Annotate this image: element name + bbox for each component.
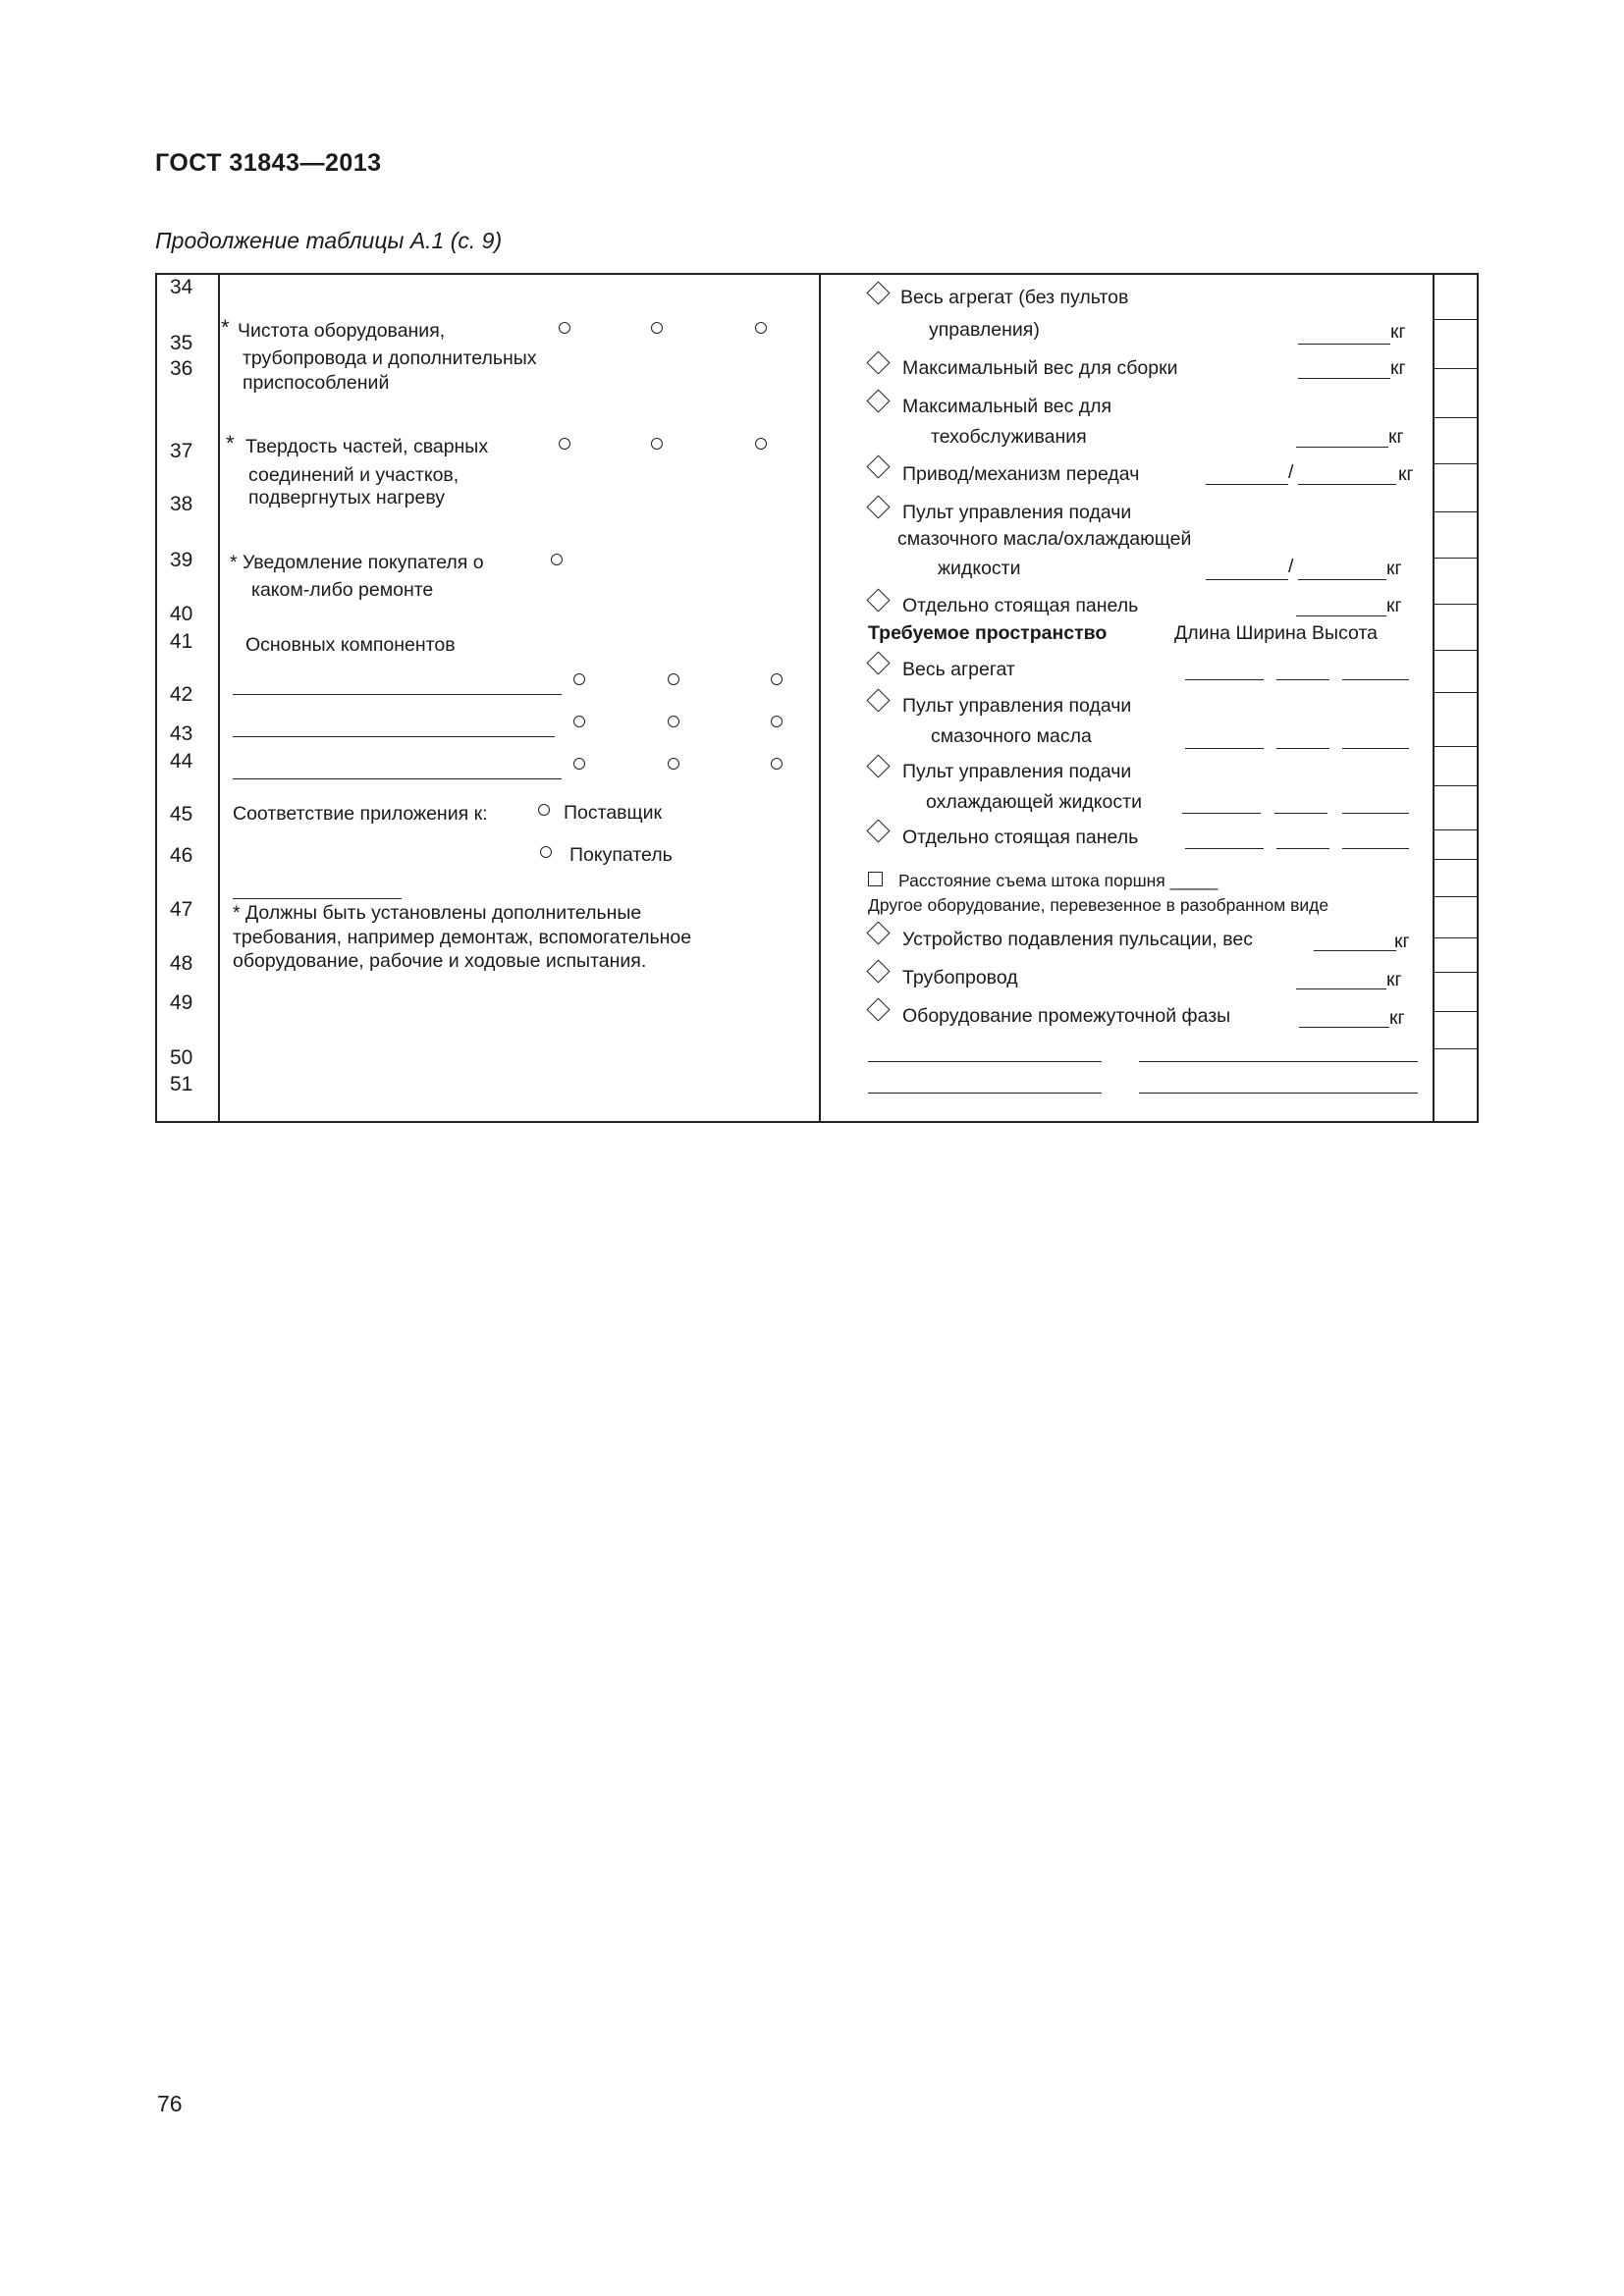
space-lube-height[interactable] bbox=[1342, 748, 1409, 749]
component-3-option-3[interactable] bbox=[771, 758, 783, 770]
space-panel-label: Отдельно стоящая панель bbox=[902, 827, 1139, 848]
right-row-line bbox=[1433, 511, 1479, 512]
row-number: 46 bbox=[170, 844, 193, 867]
component-3-option-2[interactable] bbox=[668, 758, 679, 770]
component-field-2[interactable] bbox=[233, 736, 555, 737]
total-unit-label: Весь агрегат (без пультов bbox=[900, 287, 1129, 308]
space-panel-width[interactable] bbox=[1276, 848, 1329, 849]
required-star: * bbox=[226, 431, 235, 455]
footnote-text: требования, например демонтаж, вспомогательное bbox=[233, 927, 692, 948]
cleanliness-label: Чистота оборудования, bbox=[238, 320, 446, 342]
unit-kg: кг bbox=[1398, 463, 1414, 485]
space-total-label: Весь агрегат bbox=[902, 659, 1015, 680]
row-number: 47 bbox=[170, 898, 193, 921]
total-unit-weight-field[interactable] bbox=[1298, 344, 1390, 345]
row-number: 34 bbox=[170, 276, 193, 298]
interstage-field[interactable] bbox=[1299, 1027, 1389, 1028]
drive-label: Привод/механизм передач bbox=[902, 463, 1140, 485]
cleanliness-option-1[interactable] bbox=[559, 322, 570, 334]
right-row-line bbox=[1433, 1011, 1479, 1012]
blank-field-50a[interactable] bbox=[868, 1061, 1102, 1062]
component-3-option-1[interactable] bbox=[573, 758, 585, 770]
hardness-option-2[interactable] bbox=[651, 438, 663, 450]
cleanliness-label: трубопровода и дополнительных bbox=[243, 347, 537, 369]
space-columns: Длина Ширина Высота bbox=[1174, 622, 1379, 644]
row-number: 35 bbox=[170, 332, 193, 354]
max-service-label: техобслуживания bbox=[931, 426, 1087, 448]
conformity-label: Соответствие приложения к: bbox=[233, 803, 488, 825]
blank-field-51a[interactable] bbox=[868, 1093, 1102, 1094]
row-number: 40 bbox=[170, 603, 193, 625]
right-row-line bbox=[1433, 785, 1479, 786]
total-unit-label: управления) bbox=[929, 319, 1040, 341]
max-assembly-field[interactable] bbox=[1298, 378, 1390, 379]
piping-field[interactable] bbox=[1296, 988, 1386, 989]
unit-kg: кг bbox=[1386, 969, 1402, 990]
unit-kg: кг bbox=[1390, 321, 1406, 343]
drive-field-1[interactable] bbox=[1206, 484, 1288, 485]
pulsation-field[interactable] bbox=[1314, 950, 1396, 951]
row-number: 39 bbox=[170, 549, 193, 571]
row-number: 36 bbox=[170, 357, 193, 380]
disassembled-label: Другое оборудование, перевезенное в разобранном виде bbox=[868, 895, 1329, 915]
column-divider-numbers bbox=[218, 273, 220, 1123]
component-2-option-2[interactable] bbox=[668, 716, 679, 727]
buyer-radio[interactable] bbox=[540, 846, 552, 858]
component-1-option-3[interactable] bbox=[771, 673, 783, 685]
hardness-label: соединений и участков, bbox=[248, 464, 460, 486]
notify-label: * Уведомление покупателя о bbox=[230, 552, 484, 573]
supplier-label: Поставщик bbox=[564, 802, 662, 824]
slash: / bbox=[1288, 556, 1294, 577]
max-service-label: Максимальный вес для bbox=[902, 396, 1112, 417]
space-lube-label: смазочного масла bbox=[931, 725, 1092, 747]
right-row-line bbox=[1433, 368, 1479, 369]
hardness-label: Твердость частей, сварных bbox=[245, 436, 489, 457]
unit-kg: кг bbox=[1390, 357, 1406, 379]
row-number: 37 bbox=[170, 440, 193, 462]
right-row-line bbox=[1433, 463, 1479, 464]
pulsation-label: Устройство подавления пульсации, вес bbox=[902, 929, 1253, 950]
max-assembly-label: Максимальный вес для сборки bbox=[902, 357, 1178, 379]
drive-field-2[interactable] bbox=[1298, 484, 1396, 485]
supplier-radio[interactable] bbox=[538, 804, 550, 816]
buyer-label: Покупатель bbox=[569, 844, 673, 866]
footnote-text: * Должны быть установлены дополнительные bbox=[233, 902, 642, 924]
notify-label: каком-либо ремонте bbox=[251, 579, 434, 601]
row-number: 48 bbox=[170, 952, 193, 975]
slash: / bbox=[1288, 461, 1294, 483]
row-number: 38 bbox=[170, 493, 193, 515]
right-row-line bbox=[1433, 746, 1479, 747]
component-1-option-1[interactable] bbox=[573, 673, 585, 685]
piston-rod-label: Расстояние съема штока поршня _____ bbox=[898, 871, 1218, 890]
right-row-line bbox=[1433, 829, 1479, 830]
space-lube-label: Пульт управления подачи bbox=[902, 695, 1132, 717]
table-caption: Продолжение таблицы А.1 (с. 9) bbox=[155, 228, 503, 253]
component-field-3[interactable] bbox=[233, 778, 562, 779]
lube-console-field-2[interactable] bbox=[1298, 579, 1386, 580]
lube-console-label: Пульт управления подачи bbox=[902, 502, 1132, 523]
row-number: 42 bbox=[170, 683, 193, 706]
right-row-line bbox=[1433, 972, 1479, 973]
row-number: 51 bbox=[170, 1073, 193, 1095]
row-number: 49 bbox=[170, 991, 193, 1014]
form-table bbox=[155, 273, 1479, 1123]
component-field-1[interactable] bbox=[233, 694, 562, 695]
blank-field-50b[interactable] bbox=[1139, 1061, 1418, 1062]
max-service-field[interactable] bbox=[1296, 447, 1388, 448]
space-coolant-label: охлаждающей жидкости bbox=[926, 791, 1142, 813]
space-lube-width[interactable] bbox=[1276, 748, 1329, 749]
unit-kg: кг bbox=[1389, 1007, 1405, 1029]
right-row-line bbox=[1433, 417, 1479, 418]
right-row-line bbox=[1433, 650, 1479, 651]
row-number: 45 bbox=[170, 803, 193, 826]
space-total-width[interactable] bbox=[1276, 679, 1329, 680]
hardness-label: подвергнутых нагреву bbox=[248, 487, 446, 508]
right-row-line bbox=[1433, 1048, 1479, 1049]
unit-kg: кг bbox=[1388, 426, 1404, 448]
page-number: 76 bbox=[157, 2091, 183, 2116]
space-panel-length[interactable] bbox=[1185, 848, 1264, 849]
row-number: 50 bbox=[170, 1046, 193, 1069]
footnote-text: оборудование, рабочие и ходовые испытания. bbox=[233, 950, 647, 972]
cleanliness-label: приспособлений bbox=[243, 372, 390, 394]
cleanliness-option-2[interactable] bbox=[651, 322, 663, 334]
right-row-line bbox=[1433, 859, 1479, 860]
piston-rod-checkbox[interactable] bbox=[868, 872, 883, 886]
space-coolant-height[interactable] bbox=[1342, 813, 1409, 814]
standalone-panel-field[interactable] bbox=[1296, 615, 1386, 616]
space-lube-length[interactable] bbox=[1185, 748, 1264, 749]
document-header: ГОСТ 31843—2013 bbox=[155, 149, 382, 177]
unit-kg: кг bbox=[1386, 595, 1402, 616]
row-number: 44 bbox=[170, 750, 193, 773]
standalone-panel-label: Отдельно стоящая панель bbox=[902, 595, 1139, 616]
space-coolant-label: Пульт управления подачи bbox=[902, 761, 1132, 782]
right-row-line bbox=[1433, 896, 1479, 897]
space-coolant-length[interactable] bbox=[1182, 813, 1261, 814]
right-row-line bbox=[1433, 319, 1479, 320]
component-1-option-2[interactable] bbox=[668, 673, 679, 685]
unit-kg: кг bbox=[1394, 931, 1410, 952]
piping-label: Трубопровод bbox=[902, 967, 1018, 988]
space-panel-height[interactable] bbox=[1342, 848, 1409, 849]
component-2-option-1[interactable] bbox=[573, 716, 585, 727]
row-number: 43 bbox=[170, 722, 193, 745]
components-title: Основных компонентов bbox=[245, 634, 456, 656]
right-row-line bbox=[1433, 692, 1479, 693]
lube-console-label: смазочного масла/охлаждающей bbox=[897, 528, 1192, 550]
notify-option[interactable] bbox=[551, 554, 563, 565]
right-row-line bbox=[1433, 604, 1479, 605]
unit-kg: кг bbox=[1386, 558, 1402, 579]
component-2-option-3[interactable] bbox=[771, 716, 783, 727]
space-total-length[interactable] bbox=[1185, 679, 1264, 680]
required-star: * bbox=[221, 315, 230, 340]
lube-console-field-1[interactable] bbox=[1206, 579, 1288, 580]
lube-console-label: жидкости bbox=[938, 558, 1021, 579]
footnote-rule bbox=[233, 898, 402, 899]
row-number: 41 bbox=[170, 630, 193, 653]
right-row-line bbox=[1433, 937, 1479, 938]
column-divider-middle bbox=[819, 273, 821, 1123]
space-coolant-width[interactable] bbox=[1274, 813, 1327, 814]
blank-field-51b[interactable] bbox=[1139, 1093, 1418, 1094]
interstage-label: Оборудование промежуточной фазы bbox=[902, 1005, 1231, 1027]
right-row-line bbox=[1433, 558, 1479, 559]
hardness-option-1[interactable] bbox=[559, 438, 570, 450]
space-title: Требуемое пространство bbox=[868, 622, 1108, 644]
cleanliness-option-3[interactable] bbox=[755, 322, 767, 334]
space-total-height[interactable] bbox=[1342, 679, 1409, 680]
hardness-option-3[interactable] bbox=[755, 438, 767, 450]
column-divider-right bbox=[1433, 273, 1435, 1123]
